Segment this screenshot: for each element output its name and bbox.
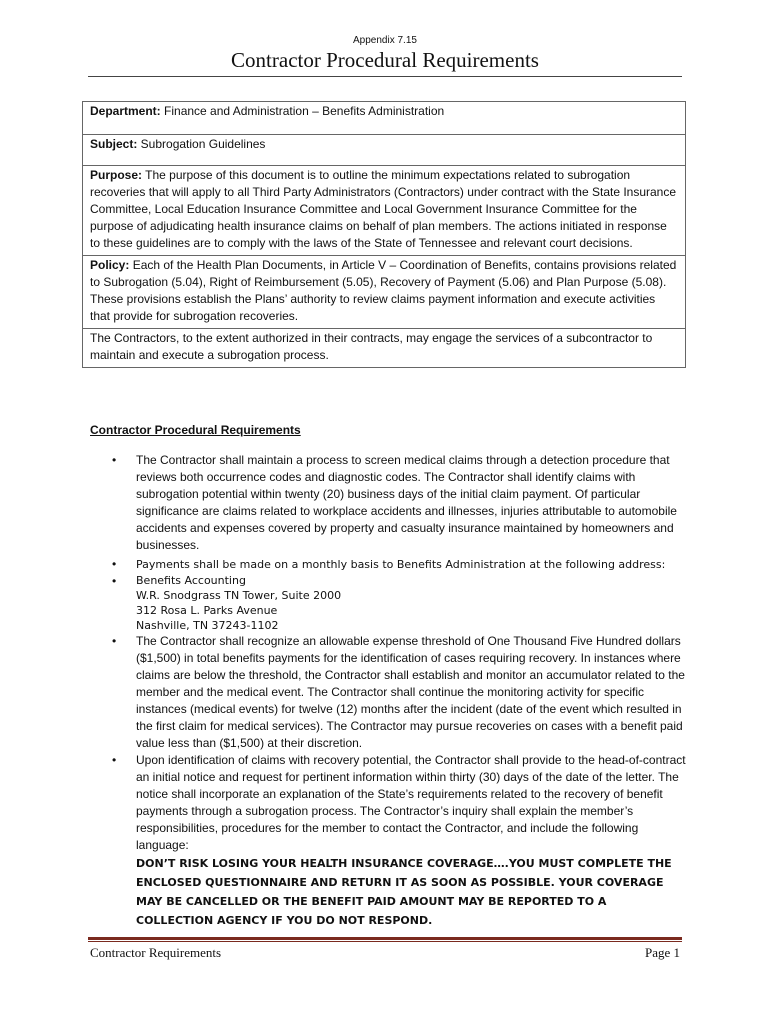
- contractors-cell: [83, 329, 686, 368]
- warning-text: DON’T RISK LOSING YOUR HEALTH INSURANCE COVERAGE….YOU MUST COMPLETE THE ENCLOSED QUESTIONNAIRE AND RETURN IT AS SOON AS POSSIBLE. YOUR COVERAGE MAY BE CANCELLED OR THE BENEFIT PAID AMOUNT MAY BE REPORTED TO A COLLECTION AGENCY IF YOU DO NOT RESPOND.: [136, 857, 672, 927]
- policy-cell: [83, 256, 686, 329]
- department-cell: [83, 102, 686, 135]
- bullet-marker: •: [112, 574, 117, 588]
- table-row-policy: [83, 256, 686, 329]
- table-row-department: [83, 102, 686, 135]
- subject-value: Subrogation Guidelines: [137, 137, 266, 151]
- subject-cell: [83, 135, 686, 166]
- policy-label: Policy:: [90, 258, 130, 272]
- footer-divider-thin: [88, 941, 682, 942]
- bullet-text: The Contractor shall maintain a process to screen medical claims through a detection procedure that reviews both occurrence codes and diagnostic codes. The Contractor shall identify claims with subrogation potential within twenty (20) business days of the initial claim payment. Of particular significance are claims related to workplace accidents and illnesses, injuries attributable to automobile accidents and expenses covered by property and casualty insurance maintained by homeowners and businesses.: [136, 453, 677, 552]
- list-item: [90, 556, 686, 573]
- bullet-marker: •: [112, 557, 117, 571]
- address-line: Benefits Accounting: [136, 574, 246, 587]
- table-row-purpose: [83, 166, 686, 256]
- bullet-text: Payments shall be made on a monthly basis to Benefits Administration at the following address:: [136, 558, 666, 571]
- list-item: [90, 752, 686, 930]
- footer-title: Contractor Requirements: [90, 945, 222, 960]
- address-line: 312 Rosa L. Parks Avenue: [136, 604, 278, 617]
- address-block: [136, 573, 686, 633]
- title-divider: [88, 76, 682, 77]
- info-table: [82, 101, 686, 368]
- list-item: [90, 452, 686, 554]
- bullet-marker: •: [112, 634, 117, 648]
- document-title: Contractor Procedural Requirements: [231, 48, 539, 72]
- bullet-marker: •: [112, 453, 117, 467]
- purpose-label: Purpose:: [90, 168, 143, 182]
- requirements-list: [90, 452, 686, 930]
- purpose-value: The purpose of this document is to outline the minimum expectations related to subrogation recoveries that will apply to all Third Party Administrators (Contractors) under contract with the State Insurance Committee, Local Education Insurance Committee and Local Government Insurance Committee for the purpose of adjudicating health insurance claims on behalf of plan members. The actions initiated in response to these guidelines are to comply with the laws of the State of Tennessee and relevant court decisions.: [90, 168, 677, 250]
- contractors-text: The Contractors, to the extent authorized in their contracts, may engage the services of a subcontractor to maintain and execute a subrogation process.: [90, 331, 653, 362]
- table-row-contractors: [83, 329, 686, 368]
- address-line: W.R. Snodgrass TN Tower, Suite 2000: [136, 589, 342, 602]
- bullet-text: The Contractor shall recognize an allowable expense threshold of One Thousand Five Hundred dollars ($1,500) in total benefits payments for the identification of cases requiring recovery. In instances where claims are below the threshold, the Contractor shall establish and monitor an accumulator related to the member and the medical event. The Contractor shall continue the monitoring activity for specific instances (medical events) for twelve (12) months after the incident (date of the event which resulted in the first claim for medical services). The Contractor may pursue recoveries on cases with a benefit paid value less than ($1,500) at their discretion.: [136, 634, 685, 750]
- department-label: Department:: [90, 104, 161, 118]
- appendix-label: Appendix 7.15: [353, 35, 417, 46]
- department-value: Finance and Administration – Benefits Administration: [160, 104, 445, 118]
- list-item: [90, 633, 686, 752]
- page-number: Page 1: [644, 945, 680, 960]
- table-row-subject: [83, 135, 686, 166]
- subject-label: Subject:: [90, 137, 138, 151]
- bullet-text: Upon identification of claims with recovery potential, the Contractor shall provide to the head-of-contract an initial notice and request for pertinent information within thirty (30) days of the date of the letter. The notice shall incorporate an explanation of the State’s requirements related to the recovery of benefit payments through a subrogation process. The Contractor’s inquiry shall explain the member’s responsibilities, procedures for the member to contact the Contractor, and include the following language:: [136, 753, 686, 852]
- footer-divider-thick: [88, 937, 682, 940]
- bullet-marker: •: [112, 753, 117, 767]
- list-item: [90, 573, 686, 633]
- address-line: Nashville, TN 37243-1102: [136, 619, 279, 632]
- section-heading: Contractor Procedural Requirements: [90, 423, 301, 437]
- purpose-cell: [83, 166, 686, 256]
- policy-value: Each of the Health Plan Documents, in Article V – Coordination of Benefits, contains provisions related to Subrogation (5.04), Right of Reimbursement (5.05), Recovery of Payment (5.06) and Plan Purpose (5.08). These provisions establish the Plans’ authority to review claims payment information and execute activities that provide for subrogation recoveries.: [90, 258, 677, 323]
